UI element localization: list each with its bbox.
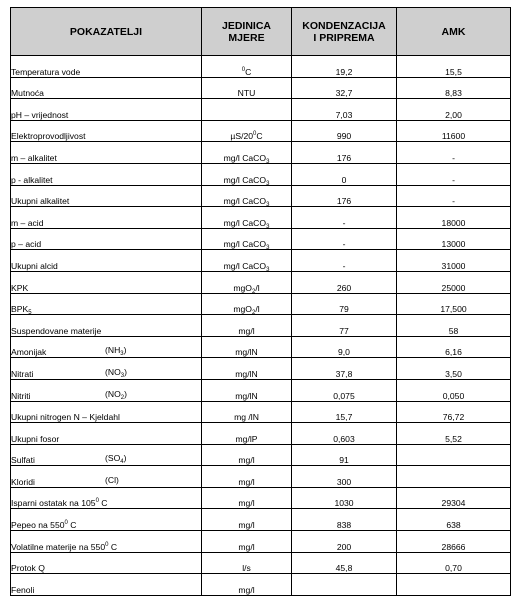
- amk-value: 25000: [397, 271, 511, 293]
- kondenzacija-value: 0: [292, 163, 397, 185]
- unit-cell: [202, 56, 292, 78]
- unit-cell: [202, 574, 292, 596]
- parameter-cell: [11, 271, 202, 293]
- text-part: Nitrati: [11, 368, 34, 379]
- parameter-cell: [11, 509, 202, 531]
- kondenzacija-value: [292, 574, 397, 596]
- kondenzacija-value: 0,075: [292, 379, 397, 401]
- text-part: C: [245, 66, 252, 77]
- superscript: 0: [253, 131, 257, 138]
- table-row: [11, 487, 511, 509]
- text-part: ): [123, 453, 127, 464]
- text-part: C: [67, 520, 77, 531]
- unit-cell: [202, 207, 292, 229]
- text-part: mgO: [233, 304, 252, 315]
- text-part: (Cl): [105, 474, 119, 485]
- amk-value: [397, 444, 511, 466]
- subscript: 3: [266, 158, 270, 164]
- header-line: AMK: [441, 25, 466, 38]
- text-part: C: [256, 131, 263, 142]
- table-row: [11, 574, 511, 596]
- parameter-cell: [11, 358, 202, 380]
- amk-value: 8,83: [397, 77, 511, 99]
- text-part: (NO: [105, 366, 121, 377]
- table-row: [11, 56, 511, 78]
- text-part: mg/l CaCO: [223, 217, 267, 228]
- unit-cell: [202, 552, 292, 574]
- text-part: p – acid: [11, 239, 42, 250]
- parameter-name: [11, 110, 68, 120]
- text-part: pH – vrijednost: [11, 109, 69, 120]
- text-part: mg/l: [238, 498, 255, 509]
- text-part: Protok Q: [11, 563, 45, 574]
- text-part: Sulfati: [11, 455, 35, 466]
- chemical-formula: [105, 389, 127, 399]
- amk-value: 58: [397, 315, 511, 337]
- kondenzacija-value: 15,7: [292, 401, 397, 423]
- unit-cell: [202, 99, 292, 121]
- kondenzacija-value: 9,0: [292, 336, 397, 358]
- text-part: m – alkalitet: [11, 152, 57, 163]
- amk-value: -: [397, 142, 511, 164]
- text-part: mg /lN: [234, 412, 259, 423]
- table-row: [11, 185, 511, 207]
- amk-value: [397, 466, 511, 488]
- amk-value: 0,70: [397, 552, 511, 574]
- amk-value: 3,50: [397, 358, 511, 380]
- table-row: [11, 99, 511, 121]
- parameter-name: [11, 542, 117, 552]
- text-part: l/s: [242, 563, 251, 574]
- table-row: [11, 531, 511, 553]
- header-line: POKAZATELJI: [69, 25, 143, 38]
- text-part: mg/l CaCO: [223, 260, 267, 271]
- table-row: [11, 379, 511, 401]
- unit-cell: [202, 466, 292, 488]
- parameter-name: [11, 196, 69, 206]
- text-part: Temperatura vode: [11, 66, 81, 77]
- text-part: mg/l CaCO: [223, 196, 267, 207]
- text-part: Ukupni alcid: [11, 260, 58, 271]
- header-pokazatelji: [11, 8, 202, 56]
- unit-cell: [202, 336, 292, 358]
- header-line: JEDINICA: [221, 19, 271, 32]
- table-row: [11, 466, 511, 488]
- amk-value: 638: [397, 509, 511, 531]
- kondenzacija-value: 19,2: [292, 56, 397, 78]
- header-jedinica-mjere: [202, 8, 292, 56]
- table-row: [11, 444, 511, 466]
- superscript: 0: [105, 541, 109, 548]
- text-part: mg/lN: [235, 347, 258, 358]
- table-row: [11, 509, 511, 531]
- unit-cell: [202, 487, 292, 509]
- text-part: p - alkalitet: [11, 174, 53, 185]
- amk-value: 11600: [397, 120, 511, 142]
- parameter-name: [11, 131, 86, 141]
- kondenzacija-value: 300: [292, 466, 397, 488]
- unit-cell: [202, 531, 292, 553]
- unit-cell: [202, 120, 292, 142]
- kondenzacija-value: 77: [292, 315, 397, 337]
- parameter-cell: [11, 99, 202, 121]
- parameter-cell: [11, 336, 202, 358]
- table-row: [11, 120, 511, 142]
- header-line: I PRIPREMA: [313, 31, 375, 44]
- text-part: mg/l: [238, 455, 255, 466]
- parameter-cell: [11, 379, 202, 401]
- chemical-formula: [105, 453, 127, 466]
- kondenzacija-value: 838: [292, 509, 397, 531]
- parameter-name: [11, 239, 41, 249]
- kondenzacija-value: 45,8: [292, 552, 397, 574]
- table-row: [11, 423, 511, 445]
- kondenzacija-value: 0,603: [292, 423, 397, 445]
- parameter-name: [11, 347, 46, 357]
- text-part: mg/l: [238, 584, 255, 595]
- parameter-cell: [11, 120, 202, 142]
- unit-cell: [202, 271, 292, 293]
- parameter-cell: [11, 401, 202, 423]
- subscript: 3: [266, 202, 270, 207]
- text-part: mg/l: [238, 476, 255, 487]
- text-part: Amonijak: [11, 347, 47, 358]
- parameter-cell: [11, 142, 202, 164]
- amk-value: 6,16: [397, 336, 511, 358]
- kondenzacija-value: 990: [292, 120, 397, 142]
- parameter-name: [11, 434, 59, 444]
- table-row: [11, 142, 511, 164]
- text-part: mg/l: [238, 325, 255, 336]
- unit-cell: [202, 401, 292, 423]
- unit-cell: [202, 509, 292, 531]
- amk-value: 2,00: [397, 99, 511, 121]
- text-part: /l: [255, 304, 260, 315]
- parameter-name: [11, 304, 32, 314]
- text-part: µS/20: [230, 131, 254, 142]
- subscript: 3: [120, 351, 124, 358]
- unit-cell: [202, 293, 292, 315]
- unit-cell: [202, 358, 292, 380]
- kondenzacija-value: -: [292, 228, 397, 250]
- kondenzacija-value: 200: [292, 531, 397, 553]
- amk-value: 31000: [397, 250, 511, 272]
- amk-value: -: [397, 185, 511, 207]
- text-part: KPK: [11, 282, 29, 293]
- text-part: mg/l CaCO: [223, 152, 267, 163]
- parameter-name: [11, 283, 28, 293]
- parameter-cell: [11, 574, 202, 596]
- text-part: (SO: [105, 453, 121, 464]
- text-part: ): [124, 388, 127, 399]
- unit-cell: [202, 163, 292, 185]
- unit-cell: [202, 185, 292, 207]
- text-part: Fenoli: [11, 584, 35, 595]
- kondenzacija-value: -: [292, 207, 397, 229]
- unit-cell: [202, 444, 292, 466]
- unit-cell: [202, 315, 292, 337]
- parameter-name: [11, 88, 44, 98]
- header-line: KONDENZACIJA: [302, 19, 386, 32]
- text-part: Kloridi: [11, 476, 35, 487]
- parameter-cell: [11, 315, 202, 337]
- amk-value: 5,52: [397, 423, 511, 445]
- amk-value: 29304: [397, 487, 511, 509]
- parameter-cell: [11, 163, 202, 185]
- parameter-cell: [11, 293, 202, 315]
- kondenzacija-value: 91: [292, 444, 397, 466]
- text-part: ): [124, 366, 127, 377]
- text-part: ): [123, 345, 127, 356]
- text-part: mg/lN: [235, 368, 258, 379]
- text-part: mg/l CaCO: [223, 174, 267, 185]
- chemical-formula: [105, 345, 127, 358]
- parameter-name: [11, 261, 58, 271]
- parameter-name: [11, 498, 108, 508]
- amk-value: 28666: [397, 531, 511, 553]
- kondenzacija-value: 176: [292, 185, 397, 207]
- text-part: Pepeo na 550: [11, 520, 65, 531]
- table-row: [11, 228, 511, 250]
- parameter-name: [11, 412, 120, 422]
- parameter-name: [11, 391, 31, 401]
- table-row: [11, 358, 511, 380]
- text-part: Ukupni nitrogen N – Kjeldahl: [11, 412, 120, 423]
- text-part: Isparni ostatak na 105: [11, 498, 96, 509]
- subscript: 3: [266, 245, 270, 250]
- superscript: 0: [95, 498, 99, 505]
- text-part: C: [98, 498, 108, 509]
- kondenzacija-value: 32,7: [292, 77, 397, 99]
- text-part: Elektroprovodljivost: [11, 131, 86, 142]
- parameter-name: [11, 455, 35, 465]
- text-part: Volatilne materije na 550: [11, 541, 106, 552]
- table-row: [11, 271, 511, 293]
- text-part: m – acid: [11, 217, 44, 228]
- amk-value: 17,500: [397, 293, 511, 315]
- subscript: 3: [266, 180, 270, 186]
- text-part: mg/l: [238, 520, 255, 531]
- unit-cell: [202, 250, 292, 272]
- parameter-cell: [11, 487, 202, 509]
- chemical-formula: [105, 367, 127, 377]
- kondenzacija-value: 176: [292, 142, 397, 164]
- text-part: NTU: [237, 88, 256, 99]
- table-row: [11, 336, 511, 358]
- header-amk: [397, 8, 511, 56]
- kondenzacija-value: -: [292, 250, 397, 272]
- text-part: Suspendovane materije: [11, 325, 102, 336]
- text-part: mg/lN: [235, 390, 258, 401]
- subscript: 2: [251, 288, 256, 294]
- chemical-formula: [105, 475, 119, 485]
- text-part: Nitriti: [11, 390, 31, 401]
- unit-cell: [202, 423, 292, 445]
- kondenzacija-value: 79: [292, 293, 397, 315]
- subscript: 3: [120, 372, 125, 379]
- text-part: mg/l CaCO: [223, 239, 267, 250]
- text-part: (NH: [105, 345, 121, 356]
- parameter-cell: [11, 444, 202, 466]
- subscript: 2: [251, 310, 256, 315]
- text-part: Ukupni alkalitet: [11, 196, 70, 207]
- subscript: 2: [120, 394, 125, 401]
- parameter-name: [11, 563, 45, 573]
- text-part: mgO: [233, 282, 252, 293]
- table-row: [11, 207, 511, 229]
- table-row: [11, 315, 511, 337]
- header-row: [11, 8, 511, 56]
- subscript: 3: [266, 223, 270, 229]
- superscript: 0: [241, 66, 246, 73]
- table-row: [11, 163, 511, 185]
- table-row: [11, 293, 511, 315]
- amk-value: 15,5: [397, 56, 511, 78]
- parameter-cell: [11, 77, 202, 99]
- unit-cell: [202, 379, 292, 401]
- text-part: Mutnoća: [11, 88, 44, 99]
- text-part: C: [108, 541, 118, 552]
- subscript: 3: [266, 266, 270, 272]
- amk-value: 0,050: [397, 379, 511, 401]
- unit-cell: [202, 77, 292, 99]
- table-row: [11, 77, 511, 99]
- parameter-name: [11, 218, 43, 228]
- table-row: [11, 250, 511, 272]
- text-part: mg/l: [238, 541, 255, 552]
- kondenzacija-value: 260: [292, 271, 397, 293]
- kondenzacija-value: 1030: [292, 487, 397, 509]
- parameter-cell: [11, 185, 202, 207]
- header-kondenzacija: [292, 8, 397, 56]
- table-row: [11, 552, 511, 574]
- parameter-cell: [11, 250, 202, 272]
- kondenzacija-value: 37,8: [292, 358, 397, 380]
- parameter-cell: [11, 207, 202, 229]
- text-part: (NO: [105, 388, 121, 399]
- amk-value: -: [397, 163, 511, 185]
- parameter-cell: [11, 531, 202, 553]
- parameter-cell: [11, 552, 202, 574]
- header-line: MJERE: [228, 31, 265, 44]
- text-part: Ukupni fosor: [11, 433, 60, 444]
- parameter-cell: [11, 423, 202, 445]
- parameter-name: [11, 67, 80, 77]
- kondenzacija-value: 7,03: [292, 99, 397, 121]
- table-body: [11, 56, 511, 596]
- text-part: mg/lP: [235, 433, 258, 444]
- unit-cell: [202, 142, 292, 164]
- parameter-cell: [11, 228, 202, 250]
- subscript: 5: [28, 310, 32, 315]
- text-part: BPK: [11, 304, 29, 315]
- unit-cell: [202, 228, 292, 250]
- parameter-name: [11, 477, 35, 487]
- parameter-cell: [11, 466, 202, 488]
- parameter-name: [11, 326, 101, 336]
- amk-value: 13000: [397, 228, 511, 250]
- parameter-cell: [11, 56, 202, 78]
- amk-value: 76,72: [397, 401, 511, 423]
- parameter-name: [11, 369, 33, 379]
- text-part: /l: [255, 282, 260, 293]
- amk-value: 18000: [397, 207, 511, 229]
- superscript: 0: [64, 520, 68, 527]
- table-row: [11, 401, 511, 423]
- amk-value: [397, 574, 511, 596]
- water-quality-table: [10, 7, 511, 596]
- subscript: 4: [120, 459, 124, 466]
- parameter-name: [11, 520, 76, 530]
- parameter-name: [11, 175, 53, 185]
- parameter-name: [11, 153, 57, 163]
